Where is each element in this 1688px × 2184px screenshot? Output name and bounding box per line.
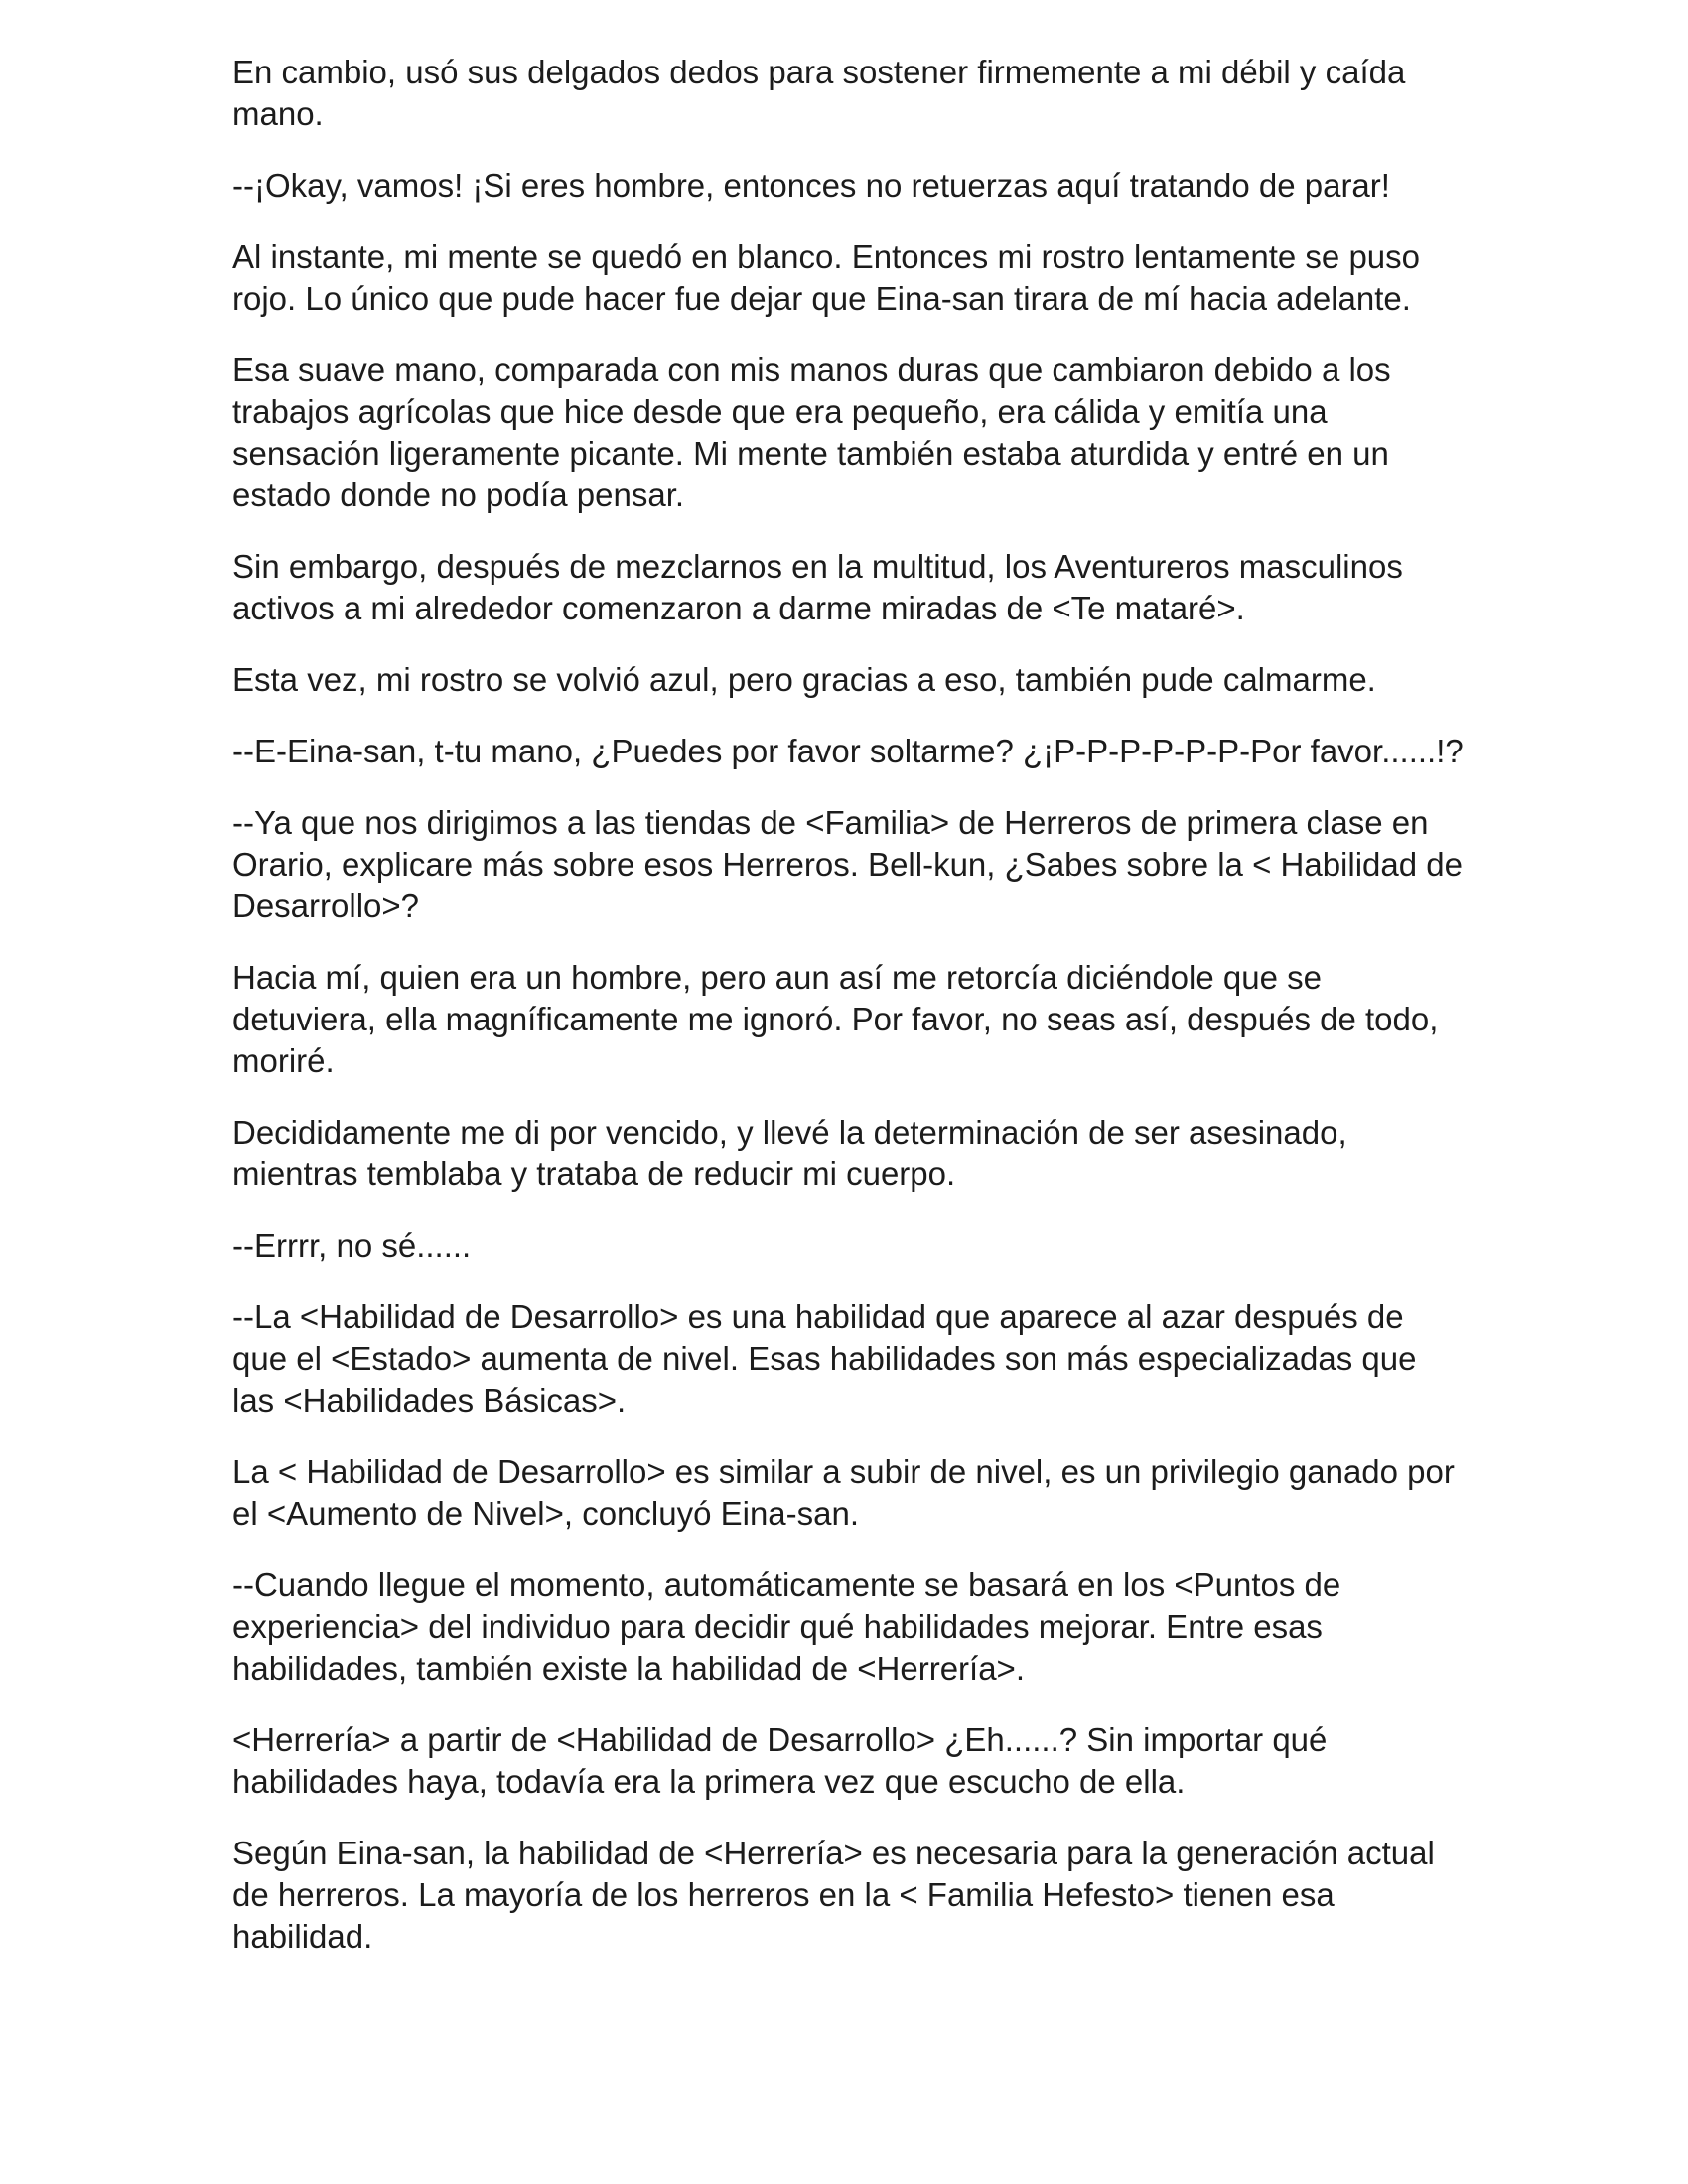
paragraph: --Ya que nos dirigimos a las tiendas de <Familia> de Herreros de primera clase en Orario, explicare más sobre esos Herreros. Bell-kun, ¿Sabes sobre la < Habilidad de Desarrollo>? (232, 804, 1463, 924)
paragraph: Esa suave mano, comparada con mis manos duras que cambiaron debido a los trabajos agrícolas que hice desde que era pequeño, era cálida y emitía una sensación ligeramente picante. Mi mente también estaba aturdida y entré en un estado donde no podía pensar. (232, 351, 1391, 513)
paragraph: La < Habilidad de Desarrollo> es similar a subir de nivel, es un privilegio ganado por el <Aumento de Nivel>, concluyó Eina-san. (232, 1453, 1455, 1532)
paragraph: <Herrería> a partir de <Habilidad de Desarrollo> ¿Eh......? Sin importar qué habilidades haya, todavía era la primera vez que escucho de ella. (232, 1721, 1328, 1800)
paragraph: Según Eina-san, la habilidad de <Herrería> es necesaria para la generación actual de herreros. La mayoría de los herreros en la < Familia Hefesto> tienen esa habilidad. (232, 1835, 1435, 1955)
paragraph: En cambio, usó sus delgados dedos para sostener firmemente a mi débil y caída mano. (232, 54, 1406, 132)
paragraph: --La <Habilidad de Desarrollo> es una habilidad que aparece al azar después de que el <Estado> aumenta de nivel. Esas habilidades son más especializadas que las <Habilidades Básicas>. (232, 1298, 1417, 1419)
paragraph: Decididamente me di por vencido, y llevé la determinación de ser asesinado, mientras temblaba y trataba de reducir mi cuerpo. (232, 1114, 1347, 1192)
paragraph: --Cuando llegue el momento, automáticamente se basará en los <Puntos de experiencia> del individuo para decidir qué habilidades mejorar. Entre esas habilidades, también existe la habilidad de <Herrería>. (232, 1567, 1341, 1687)
paragraph: Hacia mí, quien era un hombre, pero aun así me retorcía diciéndole que se detuviera, ella magníficamente me ignoró. Por favor, no seas así, después de todo, moriré. (232, 959, 1439, 1079)
paragraph: --E-Eina-san, t-tu mano, ¿Puedes por favor soltarme? ¿¡P-P-P-P-P-P-Por favor......!? (232, 733, 1464, 769)
paragraph: Al instante, mi mente se quedó en blanco. Entonces mi rostro lentamente se puso rojo. Lo único que pude hacer fue dejar que Eina-san tirara de mí hacia adelante. (232, 238, 1421, 317)
paragraph: Sin embargo, después de mezclarnos en la multitud, los Aventureros masculinos activos a mi alrededor comenzaron a darme miradas de <Te mataré>. (232, 548, 1403, 626)
paragraph: --Errrr, no sé...... (232, 1227, 472, 1264)
paragraph: Esta vez, mi rostro se volvió azul, pero gracias a eso, también pude calmarme. (232, 661, 1376, 698)
paragraph: --¡Okay, vamos! ¡Si eres hombre, entonces no retuerzas aquí tratando de parar! (232, 167, 1390, 204)
body-text (232, 52, 1464, 1987)
